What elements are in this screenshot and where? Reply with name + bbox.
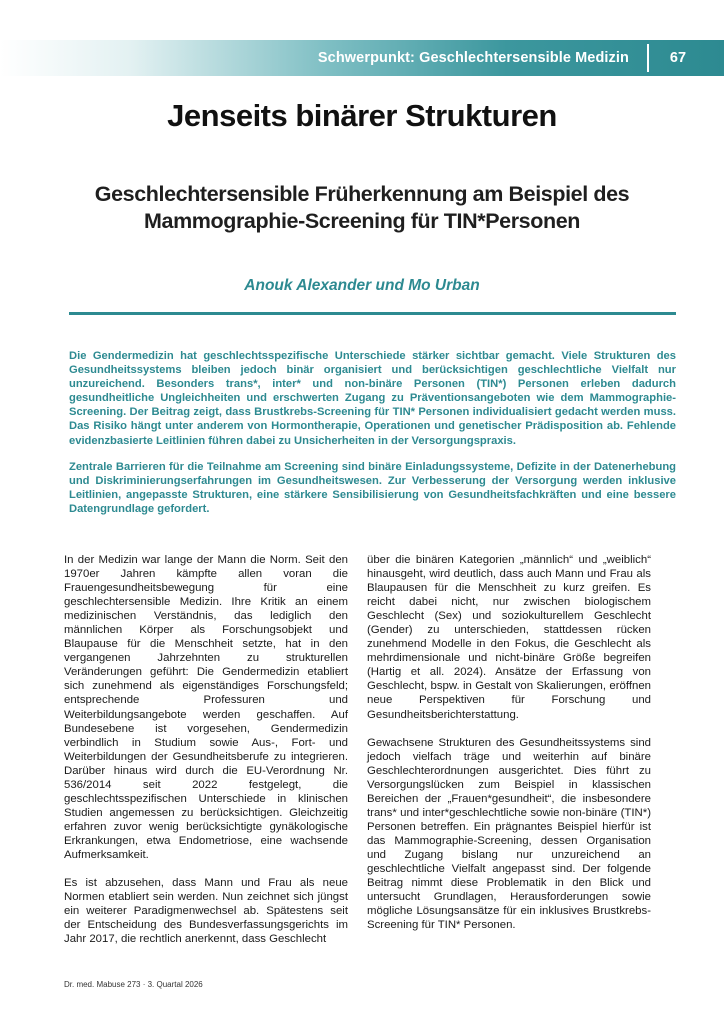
abstract-paragraph-1: Die Gendermedizin hat geschlechtsspezifische Unterschiede stärker sichtbar gemacht. Viele Strukturen des Gesundheitssystems bleiben jedoch binär organisiert und berücksichtigen geschlechtliche Vielfalt nur unzureichend. Besonders trans*, inter* und non-binäre Personen (TIN*) Personen erleben dadurch gesundheitliche Ungleichheiten und erschwerten Zugang zu Präventionsangeboten wie dem Mammographie-Screening. Der Beitrag zeigt, dass Brustkrebs-Screening für TIN* Personen individualisiert gedacht werden muss. Das Risiko hängt unter anderem von Hormontherapie, Operationen und genetischer Prädisposition ab. Fehlende evidenzbasierte Leitlinien führen dabei zu Unsicherheiten in der Versorgungspraxis. [69,350,676,447]
page-number: 67 [669,50,687,66]
footer-citation: Dr. med. Mabuse 273 · 3. Quartal 2026 [64,980,203,989]
body-paragraph: Es ist abzusehen, dass Mann und Frau als neue Normen etabliert sein werden. Nun zeichnet sich jüngst ein weiterer Paradigmenwechsel ab. Spätestens seit der Entscheidung des Bundesverfassungsgerichts im Jahr 2017, die rechtlich anerkennt, dass Geschlecht [64,877,348,946]
subtitle-line-1: Geschlechtersensible Früherkennung am Beispiel des [94,182,630,206]
body-column-left [64,553,348,960]
article-title: Jenseits binärer Strukturen [167,98,557,133]
body-paragraph: über die binären Kategorien „männlich“ und „weiblich“ hinausgeht, wird deutlich, dass auch Mann und Frau als Blaupausen für die Menschheit zu kurz greifen. Es reicht dabei nicht, nur zwischen biologischem Geschlecht (Sex) und soziokulturellem Geschlecht (Gender) zu unterschieden, stattdessen rücken zunehmend Modelle in den Fokus, die Geschlecht als mehrdimensionale und nicht-binäre Größe begreifen (Hartig et all. 2024). Ansätze der Erfassung von Geschlecht, bspw. in Gestalt von Skalierungen, eröffnen neue Perspektiven für Forschung und Gesundheitsberichterstattung. [367,554,651,721]
header-divider [647,44,649,72]
article-authors: Anouk Alexander und Mo Urban [244,277,480,294]
subtitle-line-2: Mammographie-Screening für TIN*Personen [144,209,580,233]
body-paragraph: In der Medizin war lange der Mann die Norm. Seit den 1970er Jahren kämpfte allen voran die Frauengesundheitsbewegung für eine geschlechtersensible Medizin. Ihre Kritik an einem medizinischen Verständnis, das lediglich den männlichen Körper als Forschungsobjekt und Blaupause für die Menschheit setzte, hat in den vergangenen Jahrzehnten zu strukturellen Veränderungen geführt: Die Gendermedizin etabliert sich zunehmend als eigenständiges Forschungsfeld; entsprechende Professuren und Weiterbildungsangebote werden geschaffen. Auf Bundesebene ist vorgesehen, Gendermedizin verbindlich in Studium sowie Aus-, Fort- und Weiterbildungen der Gesundheitsberufe zu integrieren. Darüber hinaus wird durch die EU-Verordnung Nr. 536/2014 seit 2022 festgelegt, die geschlechtsspezifischen Unterschiede in klinischen Studien angemessen zu berücksichtigen. Gleichzeitig erfahren zuvor wenig berücksichtigte gynäkologische Erkrankungen, etwa Endometriose, eine wachsende Aufmerksamkeit. [64,554,348,861]
abstract [69,349,676,528]
abstract-paragraph-2: Zentrale Barrieren für die Teilnahme am Screening sind binäre Einladungssysteme, Defizite in der Datenerhebung und Diskriminierungserfahrungen im Gesundheitswesen. Zur Verbesserung der Versorgung werden inklusive Leitlinien, angepasste Strukturen, eine stärkere Sensibilisierung von Gesundheitsfachkräften und eine bessere Datengrundlage gefordert. [69,460,676,515]
body-column-right [367,553,651,946]
body-paragraph: Gewachsene Strukturen des Gesundheitssystems sind jedoch vielfach träge und weiterhin auf binäre Geschlechterordnungen ausgerichtet. Dies führt zu Versorgungslücken zum Beispiel in klassischen Bereichen der „Frauen*gesundheit“, die insbesondere trans* und inter*geschlechtliche sowie non-binäre (TIN*) Personen betreffen. Ein prägnantes Beispiel hierfür ist das Mammographie-Screening, dessen Organisation und Zugang bislang nur unzureichend an geschlechtliche Vielfalt angepasst sind. Der folgende Beitrag nimmt diese Problematik in den Blick und untersucht Grundlagen, Herausforderungen sowie mögliche Lösungsansätze für ein inklusives Brustkrebs-Screening für TIN* Personen. [367,736,651,932]
title-divider [69,312,676,315]
article-subtitle [40,181,684,235]
section-title: Schwerpunkt: Geschlechtersensible Medizin [317,50,629,66]
